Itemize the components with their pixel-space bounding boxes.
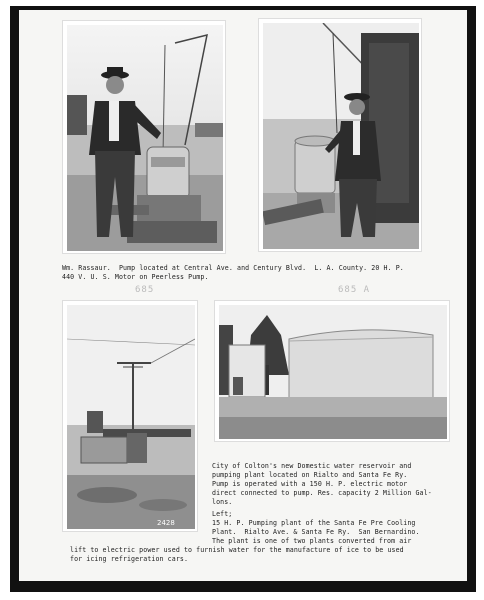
caption-right-line-1: City of Colton's new Domestic water reservoir and <box>212 462 412 470</box>
photo-reservoir <box>214 300 450 442</box>
caption-bottom-line-1: 15 H. P. Pumping plant of the Santa Fe Pre Cooling <box>212 519 416 527</box>
plate-number-left: 685 <box>135 285 155 295</box>
caption-right-line-5: lons. <box>212 498 233 506</box>
caption-bottom-line-3: The plant is one of two plants converted from air <box>212 537 412 545</box>
caption-bottom-line-2: Plant. Rialto Ave. & Santa Fe Ry. San Bernardino. <box>212 528 420 536</box>
photo-pump-tower <box>62 300 198 532</box>
caption-right-line-2: pumping plant located on Rialto and Santa Fe Ry. <box>212 471 408 479</box>
caption-left-label: Left; <box>212 510 233 518</box>
caption-bottom-line-5: for icing refrigeration cars. <box>70 555 189 563</box>
photo-man-with-pump <box>62 20 226 254</box>
caption-top-line-2: 440 V. U. S. Motor on Peerless Pump. <box>62 273 209 281</box>
caption-bottom-line-4: lift to electric power used to furnish water for the manufacture of ice to be used <box>70 546 404 554</box>
plate-number-right: 685 A <box>338 285 371 295</box>
photo-man-at-tank <box>258 18 422 252</box>
caption-top-line-1: Wm. Rassaur. Pump located at Central Ave. and Century Blvd. L. A. County. 20 H. P. <box>62 264 404 272</box>
photo-stamp-number: 2428 <box>157 519 175 527</box>
caption-right-line-4: direct connected to pump. Res. capacity 2 Million Gal- <box>212 489 432 497</box>
caption-right-line-3: Pump is operated with a 150 H. P. electric motor <box>212 480 408 488</box>
